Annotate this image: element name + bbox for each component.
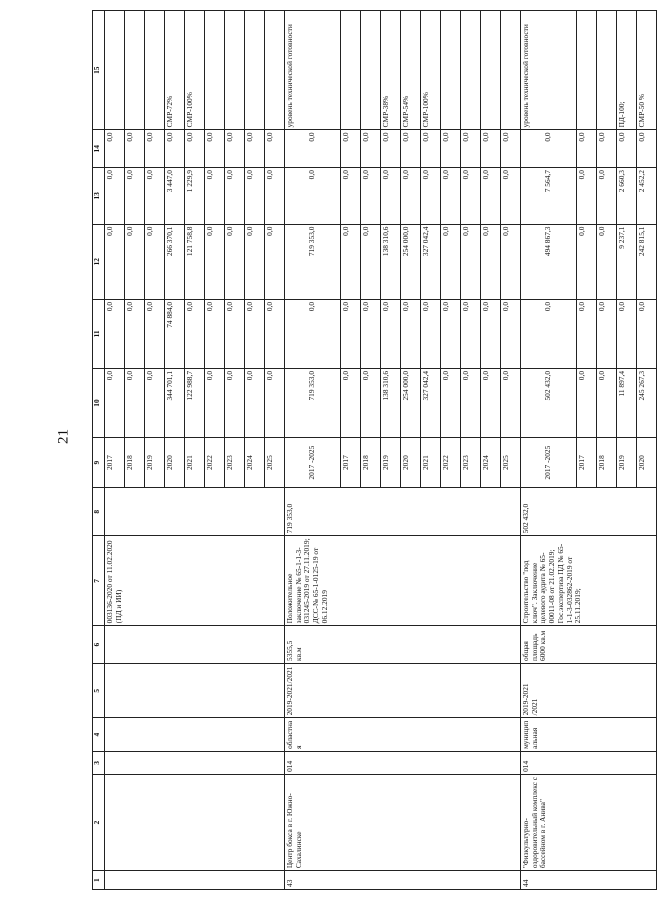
cell-year: 2019 xyxy=(381,438,401,488)
cell-amount: 0,0 xyxy=(185,130,205,168)
cell-year: 2020 xyxy=(401,438,421,488)
cell-amount: 0,0 xyxy=(265,368,285,437)
empty-cell xyxy=(105,488,285,536)
cell-amount: 74 884,0 xyxy=(165,299,185,368)
table-row xyxy=(105,11,125,890)
cell-amount: 0,0 xyxy=(401,168,421,225)
cell-note: уровень технической готовности xyxy=(285,11,341,130)
cell-amount: 0,0 xyxy=(205,299,225,368)
column-number-row xyxy=(93,11,105,890)
cell-amount: 0,0 xyxy=(501,168,521,225)
cell-amount: 0,0 xyxy=(341,224,361,299)
cell-year: 2017 -2025 xyxy=(521,438,577,488)
cell-note xyxy=(361,11,381,130)
cell-amount: 0,0 xyxy=(597,168,617,225)
table-row xyxy=(285,11,341,890)
cell-capacity: 5355,5 кв.м xyxy=(285,626,521,664)
cell-amount: 0,0 xyxy=(205,224,225,299)
program-table xyxy=(92,10,657,890)
cell-year: 2017 xyxy=(341,438,361,488)
cell-note xyxy=(105,11,125,130)
cell-amount: 0,0 xyxy=(421,299,441,368)
cell-amount: 1 229,9 xyxy=(185,168,205,225)
cell-note xyxy=(597,11,617,130)
cell-amount: 0,0 xyxy=(125,130,145,168)
column-number: 1 xyxy=(93,871,105,890)
cell-total-cost: 502 432,0 xyxy=(521,488,657,536)
cell-note xyxy=(481,11,501,130)
cell-amount: 0,0 xyxy=(637,299,657,368)
column-number: 8 xyxy=(93,488,105,536)
cell-amount: 0,0 xyxy=(461,299,481,368)
cell-amount: 0,0 xyxy=(617,130,637,168)
cell-note xyxy=(501,11,521,130)
cell-note xyxy=(461,11,481,130)
cell-object-name: Центр бокса в г. Южно-Сахалинске xyxy=(285,774,521,870)
cell-amount: 0,0 xyxy=(481,168,501,225)
cell-note xyxy=(577,11,597,130)
cell-amount: 0,0 xyxy=(265,130,285,168)
cell-year: 2022 xyxy=(441,438,461,488)
cell-amount: 0,0 xyxy=(165,130,185,168)
column-number: 9 xyxy=(93,438,105,488)
cell-amount: 0,0 xyxy=(185,299,205,368)
cell-note xyxy=(205,11,225,130)
cell-amount: 0,0 xyxy=(125,299,145,368)
cell-amount: 0,0 xyxy=(265,168,285,225)
empty-cell xyxy=(105,774,285,870)
cell-amount: 0,0 xyxy=(501,368,521,437)
cell-amount: 0,0 xyxy=(597,368,617,437)
cell-amount: 0,0 xyxy=(381,130,401,168)
cell-amount: 0,0 xyxy=(481,299,501,368)
cell-note xyxy=(441,11,461,130)
cell-amount: 0,0 xyxy=(145,299,165,368)
cell-note xyxy=(125,11,145,130)
cell-amount: 327 042,4 xyxy=(421,368,441,437)
cell-note: СМР-38% xyxy=(381,11,401,130)
cell-amount: 0,0 xyxy=(421,130,441,168)
column-number: 2 xyxy=(93,774,105,870)
cell-amount: 494 867,3 xyxy=(521,224,577,299)
rotated-page xyxy=(92,10,646,890)
cell-amount: 0,0 xyxy=(577,299,597,368)
cell-amount: 719 353,0 xyxy=(285,368,341,437)
cell-amount: 0,0 xyxy=(461,168,481,225)
cell-amount: 0,0 xyxy=(105,168,125,225)
cell-year: 2024 xyxy=(481,438,501,488)
column-number: 10 xyxy=(93,368,105,437)
cell-amount: 0,0 xyxy=(145,368,165,437)
cell-note xyxy=(145,11,165,130)
cell-amount: 0,0 xyxy=(205,168,225,225)
cell-amount: 0,0 xyxy=(361,168,381,225)
column-number: 15 xyxy=(93,11,105,130)
cell-amount: 0,0 xyxy=(225,299,245,368)
cell-amount: 0,0 xyxy=(501,299,521,368)
cell-year: 2018 xyxy=(125,438,145,488)
cell-amount: 0,0 xyxy=(577,168,597,225)
cell-year: 2023 xyxy=(225,438,245,488)
cell-total-cost: 719 353,0 xyxy=(285,488,521,536)
cell-amount: 2 452,2 xyxy=(637,168,657,225)
cell-code: 014 xyxy=(521,751,657,774)
cell-note xyxy=(265,11,285,130)
cell-amount: 0,0 xyxy=(245,130,265,168)
cell-amount: 0,0 xyxy=(105,368,125,437)
cell-amount: 0,0 xyxy=(341,299,361,368)
cell-note: уровень технической готовности xyxy=(521,11,577,130)
cell-note: СМР-100% xyxy=(185,11,205,130)
cell-amount: 254 000,0 xyxy=(401,224,421,299)
cell-amount: 0,0 xyxy=(105,224,125,299)
cell-amount: 0,0 xyxy=(265,299,285,368)
cell-amount: 266 370,1 xyxy=(165,224,185,299)
cell-amount: 0,0 xyxy=(245,368,265,437)
cell-amount: 0,0 xyxy=(401,130,421,168)
cell-note xyxy=(245,11,265,130)
cell-amount: 0,0 xyxy=(421,168,441,225)
cell-amount: 0,0 xyxy=(521,130,577,168)
cell-amount: 0,0 xyxy=(225,224,245,299)
cell-ownership: областная xyxy=(285,718,521,751)
cell-amount: 245 267,3 xyxy=(637,368,657,437)
cell-amount: 0,0 xyxy=(105,299,125,368)
cell-note: СМР-72% xyxy=(165,11,185,130)
cell-amount: 0,0 xyxy=(145,168,165,225)
cell-amount: 0,0 xyxy=(341,130,361,168)
cell-amount: 0,0 xyxy=(617,299,637,368)
empty-cell xyxy=(105,751,285,774)
cell-amount: 0,0 xyxy=(285,168,341,225)
cell-amount: 0,0 xyxy=(225,168,245,225)
cell-amount: 9 237,1 xyxy=(617,224,637,299)
cell-amount: 0,0 xyxy=(481,368,501,437)
cell-amount: 0,0 xyxy=(245,299,265,368)
column-number: 6 xyxy=(93,626,105,664)
cell-year: 2018 xyxy=(597,438,617,488)
cell-documents: Положительное заключение № 65-1-1-3-031245-2019 от 27.11.2019; ДСС-№ 65-1-0125-19 от 06.12.2019 xyxy=(285,536,521,626)
cell-amount: 0,0 xyxy=(361,299,381,368)
cell-amount: 242 815,1 xyxy=(637,224,657,299)
cell-year: 2019 xyxy=(145,438,165,488)
cell-amount: 344 701,1 xyxy=(165,368,185,437)
cell-note: СМР-54% xyxy=(401,11,421,130)
cell-year: 2017 xyxy=(105,438,125,488)
cell-year: 2025 xyxy=(501,438,521,488)
cell-note: ПД-100; xyxy=(617,11,637,130)
cell-note: СМР-100% xyxy=(421,11,441,130)
cell-year: 2017 xyxy=(577,438,597,488)
cell-year: 2017 -2025 xyxy=(285,438,341,488)
column-number: 4 xyxy=(93,718,105,751)
cell-amount: 3 447,0 xyxy=(165,168,185,225)
cell-amount: 0,0 xyxy=(125,368,145,437)
cell-amount: 0,0 xyxy=(577,224,597,299)
cell-amount: 0,0 xyxy=(441,368,461,437)
cell-amount: 0,0 xyxy=(461,130,481,168)
cell-amount: 0,0 xyxy=(125,168,145,225)
cell-ownership: муниципальная xyxy=(521,718,657,751)
cell-amount: 0,0 xyxy=(441,299,461,368)
cell-amount: 121 758,8 xyxy=(185,224,205,299)
column-number: 11 xyxy=(93,299,105,368)
cell-object-number: 43 xyxy=(285,871,521,890)
cell-amount: 0,0 xyxy=(285,130,341,168)
cell-amount: 2 660,3 xyxy=(617,168,637,225)
cell-amount: 0,0 xyxy=(597,224,617,299)
cell-amount: 0,0 xyxy=(381,168,401,225)
cell-amount: 0,0 xyxy=(205,130,225,168)
cell-amount: 0,0 xyxy=(105,130,125,168)
cell-amount: 0,0 xyxy=(577,368,597,437)
cell-amount: 0,0 xyxy=(245,168,265,225)
empty-cell xyxy=(105,664,285,718)
cell-amount: 0,0 xyxy=(381,299,401,368)
cell-amount: 0,0 xyxy=(205,368,225,437)
cell-year: 2022 xyxy=(205,438,225,488)
cell-amount: 0,0 xyxy=(441,168,461,225)
cell-amount: 138 310,6 xyxy=(381,368,401,437)
cell-year: 2025 xyxy=(265,438,285,488)
cell-object-name: "Физкультурно-оздоровительный комплекс с бассейном в г. Анива" xyxy=(521,774,657,870)
cell-year: 2024 xyxy=(245,438,265,488)
cell-capacity: общая площадь 6000 кв.м xyxy=(521,626,657,664)
cell-amount: 0,0 xyxy=(461,368,481,437)
cell-period: 2019-2021 /2021 xyxy=(521,664,657,718)
table-row xyxy=(521,11,577,890)
cell-amount: 719 353,0 xyxy=(285,224,341,299)
cell-amount: 7 564,7 xyxy=(521,168,577,225)
cell-amount: 0,0 xyxy=(577,130,597,168)
cell-year: 2020 xyxy=(165,438,185,488)
cell-amount: 138 310,6 xyxy=(381,224,401,299)
cell-amount: 0,0 xyxy=(145,224,165,299)
cell-year: 2023 xyxy=(461,438,481,488)
column-number: 5 xyxy=(93,664,105,718)
cell-amount: 0,0 xyxy=(341,168,361,225)
cell-note: СМР-50 % xyxy=(637,11,657,130)
cell-amount: 0,0 xyxy=(481,224,501,299)
column-number: 13 xyxy=(93,168,105,225)
cell-code: 014 xyxy=(285,751,521,774)
cell-amount: 0,0 xyxy=(597,299,617,368)
cell-year: 2021 xyxy=(185,438,205,488)
cell-amount: 0,0 xyxy=(125,224,145,299)
column-number: 14 xyxy=(93,130,105,168)
cell-documents: Строительство "под ключ". Заключение целевого аудита № 65-00011-08 от 21.02.2019; Гос.экспертиза ПД № 65-1-1-3-032862-2019 от 25.11.2019; xyxy=(521,536,657,626)
cell-amount: 0,0 xyxy=(637,130,657,168)
cell-amount: 0,0 xyxy=(461,224,481,299)
empty-cell xyxy=(105,626,285,664)
cell-year: 2018 xyxy=(361,438,381,488)
cell-amount: 11 897,4 xyxy=(617,368,637,437)
empty-cell xyxy=(105,718,285,751)
cell-amount: 0,0 xyxy=(285,299,341,368)
cell-amount: 0,0 xyxy=(225,368,245,437)
cell-amount: 0,0 xyxy=(361,368,381,437)
cell-amount: 0,0 xyxy=(361,130,381,168)
cell-object-number: 44 xyxy=(521,871,657,890)
cell-year: 2019 xyxy=(617,438,637,488)
cell-amount: 0,0 xyxy=(521,299,577,368)
cell-year: 2020 xyxy=(637,438,657,488)
cell-amount: 122 988,7 xyxy=(185,368,205,437)
table-body xyxy=(105,11,657,890)
cell-period: 2019-2021/2021 xyxy=(285,664,521,718)
cell-amount: 0,0 xyxy=(341,368,361,437)
cell-note xyxy=(225,11,245,130)
column-number: 7 xyxy=(93,536,105,626)
cell-year: 2021 xyxy=(421,438,441,488)
cell-amount: 0,0 xyxy=(501,130,521,168)
cell-amount: 0,0 xyxy=(501,224,521,299)
cell-note xyxy=(341,11,361,130)
cell-amount: 327 042,4 xyxy=(421,224,441,299)
column-number: 12 xyxy=(93,224,105,299)
cell-amount: 0,0 xyxy=(265,224,285,299)
cell-amount: 0,0 xyxy=(245,224,265,299)
cell-amount: 254 000,0 xyxy=(401,368,421,437)
cell-amount: 0,0 xyxy=(225,130,245,168)
cell-amount: 0,0 xyxy=(481,130,501,168)
page-number: 21 xyxy=(55,429,72,444)
cell-amount: 0,0 xyxy=(441,224,461,299)
cell-amount: 0,0 xyxy=(145,130,165,168)
cell-amount: 0,0 xyxy=(597,130,617,168)
cell-amount: 0,0 xyxy=(401,299,421,368)
cell-amount: 502 432,0 xyxy=(521,368,577,437)
empty-cell xyxy=(105,871,285,890)
cell-amount: 0,0 xyxy=(441,130,461,168)
cell-documents: 003136-2020 от 11.02.2020 (ПД и ИИ) xyxy=(105,536,285,626)
cell-amount: 0,0 xyxy=(361,224,381,299)
column-number: 3 xyxy=(93,751,105,774)
